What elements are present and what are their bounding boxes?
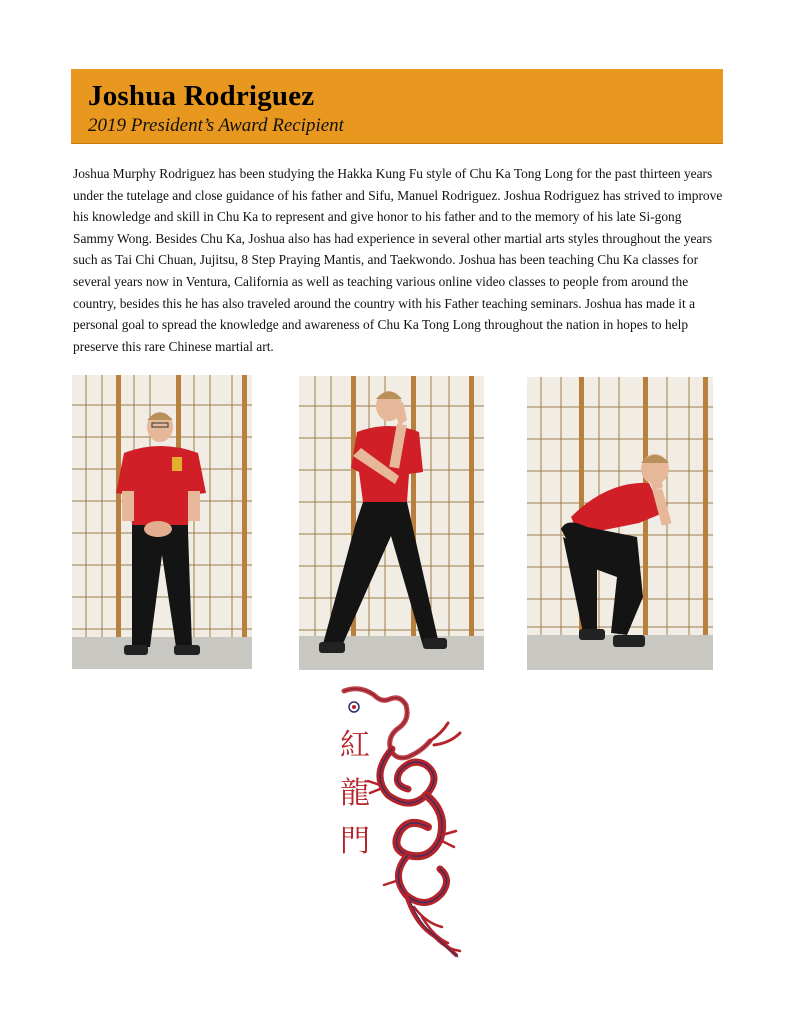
logo-char-dragon: 龍 — [340, 776, 370, 811]
biography-paragraph: Joshua Murphy Rodriguez has been studying the Hakka Kung Fu style of Chu Ka Tong Long for the past thirteen years under the tutelage and close guidance of his father and Sifu, Manuel Rodriguez. Joshua Rodriguez has strived to improve his knowledge and skill in Chu Ka to represent and give honor to his father and to the memory of his late Si-gong Sammy Wong. Besides Chu Ka, Joshua also has had experience in several other martial arts styles throughout the years such as Tai Chi Chuan, Jujitsu, 8 Step Praying Mantis, and Taekwondo. Joshua has been teaching Chu Ka classes for several years now in Ventura, California as well as teaching various online video classes to people from around the country, besides this he has also traveled around the country with his Father teaching seminars. Joshua has made it a personal goal to spread the knowledge and awareness of Chu Ka Tong Long throughout the nation in hopes to help preserve this rare Chinese martial art. — [73, 166, 723, 354]
photo-standing — [72, 375, 252, 669]
logo-characters — [340, 728, 370, 859]
award-subtitle: 2019 President’s Award Recipient — [88, 115, 344, 136]
red-dragon-logo — [330, 685, 470, 960]
page-title: Joshua Rodriguez — [88, 80, 315, 112]
photo-guard-stance — [299, 376, 484, 670]
logo-char-gate: 門 — [340, 824, 370, 859]
header-banner — [71, 69, 723, 144]
photo-crouching — [527, 377, 713, 670]
logo-char-red: 紅 — [340, 728, 370, 763]
